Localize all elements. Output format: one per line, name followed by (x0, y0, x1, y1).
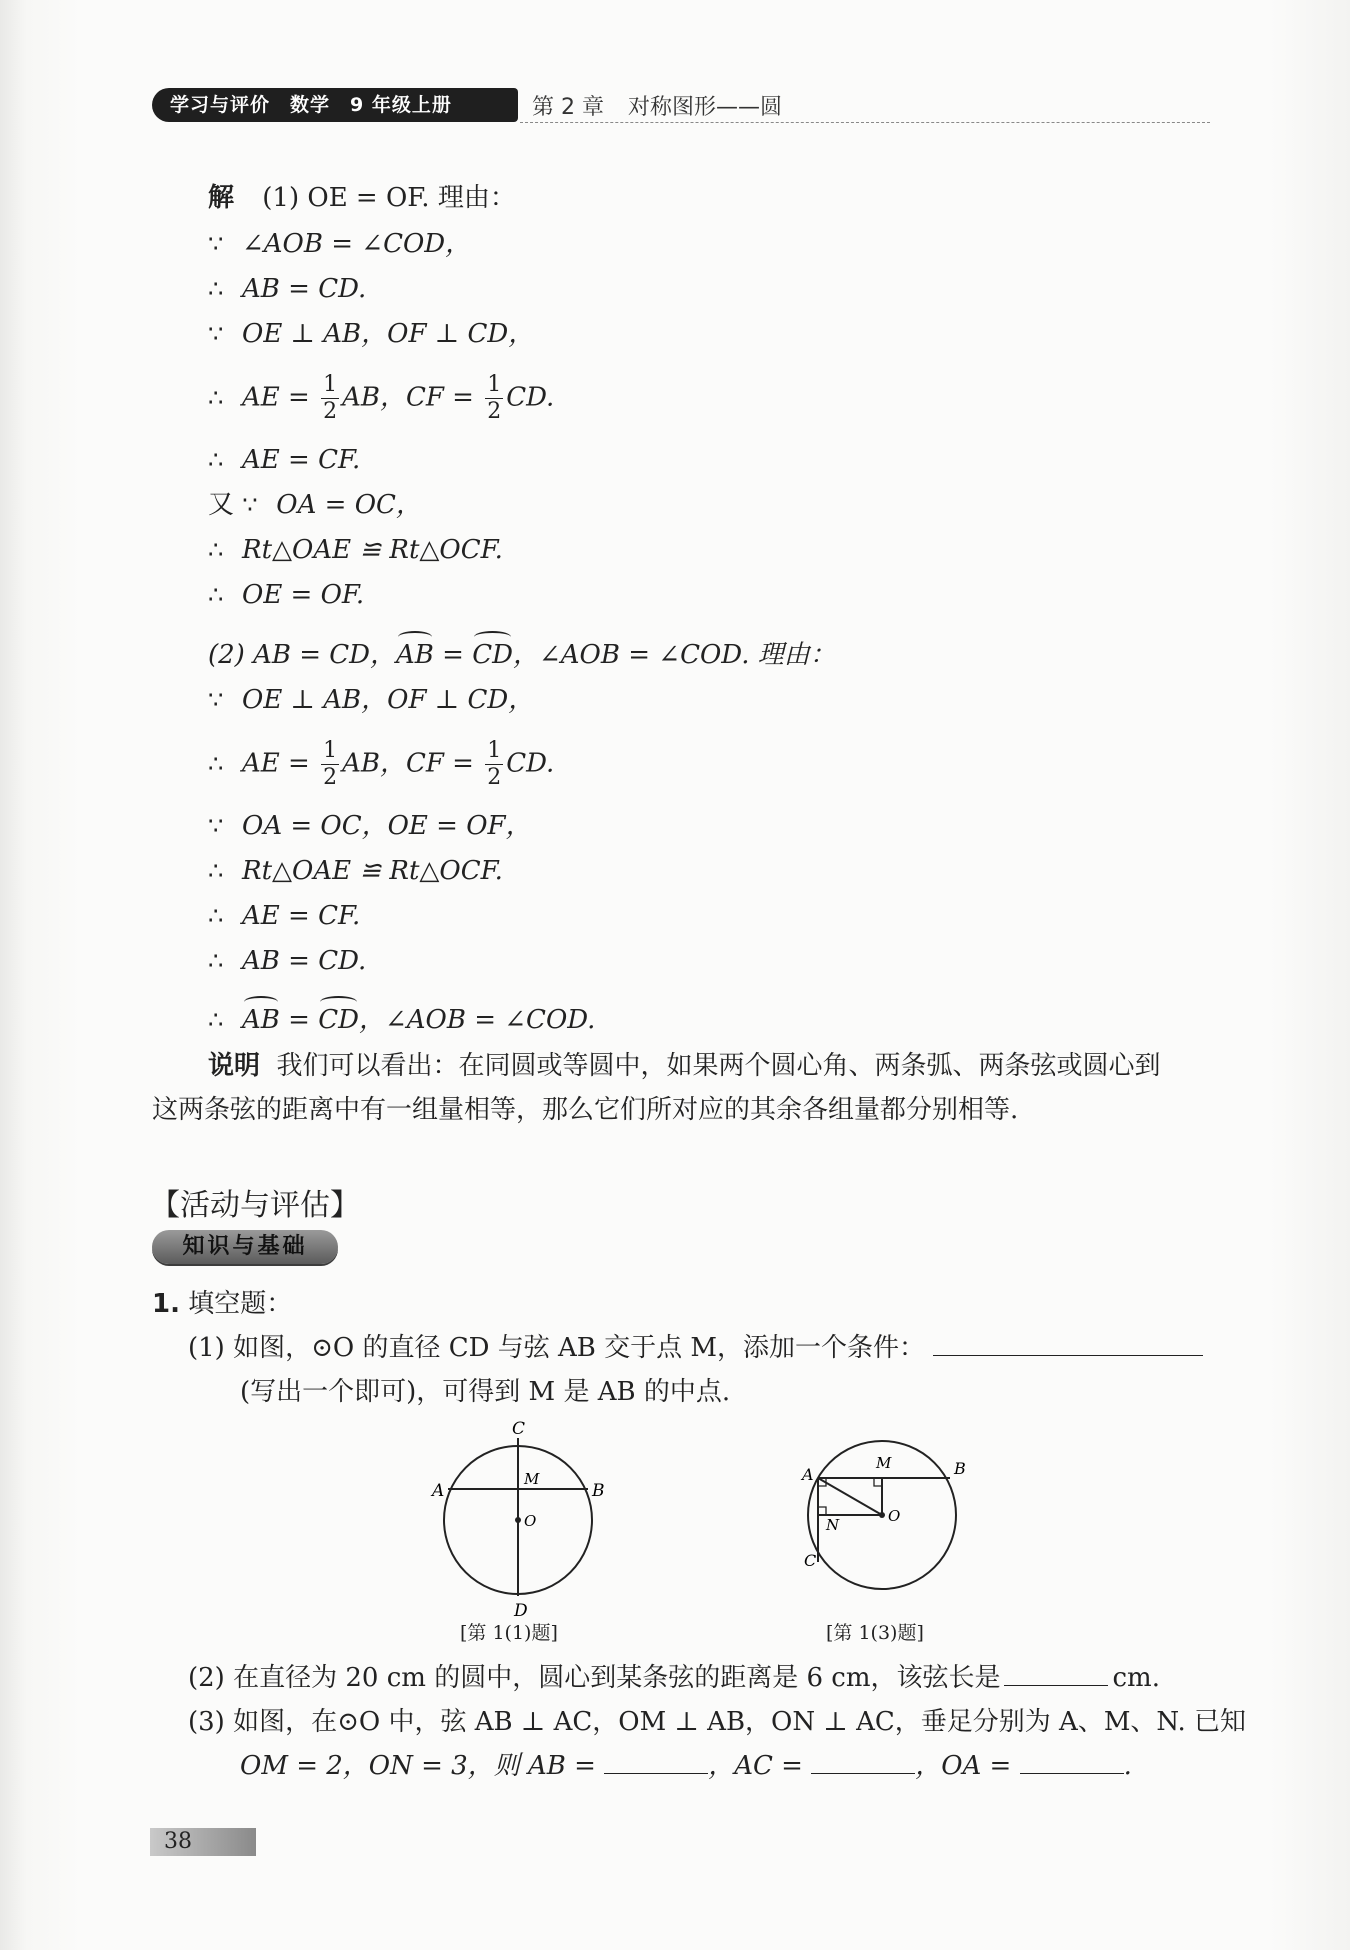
period: . (1123, 1751, 1132, 1781)
therefore-symbol: ∴ (208, 446, 224, 474)
step-text: OA = OC，OE = OF， (242, 811, 532, 841)
step-text: CD. (506, 748, 555, 779)
segment-oa (818, 1478, 882, 1515)
step-line-fraction (208, 374, 554, 423)
subquestion-1-line-1 (188, 1330, 1203, 1366)
step-text: OE ⊥ AB，OF ⊥ CD， (242, 685, 535, 715)
subquestion-1-text: (1) 如图，⊙O 的直径 CD 与弦 AB 交于点 M，添加一个条件： (188, 1333, 926, 1363)
also-word: 又 (208, 490, 235, 520)
figure-1-1-caption: [第 1(1)题] (460, 1622, 558, 1644)
step-line (208, 226, 471, 262)
therefore-symbol: ∴ (208, 1006, 224, 1034)
label-n: N (826, 1516, 840, 1534)
step-text: CD. (506, 382, 555, 413)
subquestion-3-line-2 (240, 1748, 1132, 1784)
step-line (208, 577, 364, 613)
fraction-half (321, 740, 339, 789)
label-c: C (512, 1420, 526, 1439)
step-line (208, 898, 360, 934)
page-number: 38 (164, 1829, 192, 1854)
activity-section-title: 【活动与评估】 (150, 1188, 360, 1223)
center-point (515, 1517, 521, 1523)
part2-intro (208, 637, 836, 673)
header-divider (520, 122, 1210, 123)
center-point (879, 1512, 885, 1518)
because-symbol: ∵ (208, 686, 224, 714)
step-text: ∠AOB = ∠COD， (242, 229, 472, 259)
answer-blank[interactable] (1004, 1685, 1108, 1686)
step-text: OE = OF. (242, 580, 365, 610)
fraction-half (321, 374, 339, 423)
chapter-number: 第 2 章 (532, 95, 604, 120)
therefore-symbol: ∴ (208, 536, 224, 564)
therefore-symbol: ∴ (208, 581, 224, 609)
label-d: D (514, 1601, 528, 1621)
part1-intro: (1) OE = OF. 理由： (262, 183, 516, 213)
text-part: OM = 2，ON = 3，则 AB = (240, 1751, 596, 1781)
answer-blank-ab[interactable] (604, 1773, 708, 1774)
because-symbol: ∵ (208, 230, 224, 258)
step-line (208, 1002, 595, 1038)
knowledge-basics-tag: 知识与基础 (152, 1230, 338, 1264)
step-line (208, 808, 532, 844)
answer-blank-ac[interactable] (811, 1773, 915, 1774)
therefore-symbol: ∴ (208, 947, 224, 975)
label-a: A (802, 1465, 814, 1484)
step-text: ，∠AOB = ∠COD. 理由： (513, 640, 836, 670)
therefore-symbol: ∴ (208, 902, 224, 930)
note-label: 说明 (208, 1051, 261, 1081)
denominator: 2 (323, 399, 338, 424)
step-line (208, 853, 503, 889)
equals: = (433, 640, 473, 670)
step-text: OA = OC， (276, 490, 422, 520)
step-text: AB = CD. (242, 946, 367, 976)
arc-ab: AB (396, 637, 434, 673)
figure-1-3 (790, 1430, 990, 1620)
step-text: (2) AB = CD， (208, 640, 397, 670)
figure-1-3-caption: [第 1(3)题] (826, 1622, 924, 1644)
right-angle-n (818, 1507, 826, 1515)
numerator: 1 (323, 738, 338, 763)
book-grade: 9 年级上册 (350, 94, 452, 116)
answer-blank[interactable] (933, 1355, 1203, 1356)
subquestion-2-text: (2) 在直径为 20 cm 的圆中，圆心到某条弦的距离是 6 cm，该弦长是 (188, 1663, 1001, 1693)
answer-blank-oa[interactable] (1020, 1773, 1124, 1774)
page-number-band (150, 1828, 256, 1856)
denominator: 2 (323, 765, 338, 790)
arc-ab: AB (242, 1002, 280, 1038)
question-1-heading (152, 1286, 292, 1322)
note-line-2: 这两条弦的距离中有一组量相等，那么它们所对应的其余各组量都分别相等. (152, 1095, 1019, 1125)
step-text: AB，CF = (342, 748, 474, 779)
step-line (208, 316, 534, 352)
subquestion-3-line-1: (3) 如图，在⊙O 中，弦 AB ⊥ AC，OM ⊥ AB，ON ⊥ AC，垂足分别为 A、M、N. 已知 (188, 1707, 1247, 1737)
question-heading: 填空题： (188, 1289, 293, 1319)
label-m: M (876, 1454, 892, 1472)
step-line (208, 487, 422, 523)
step-text: Rt△OAE ≌ Rt△OCF. (242, 535, 503, 565)
step-text: Rt△OAE ≌ Rt△OCF. (242, 856, 503, 886)
label-c: C (804, 1551, 817, 1570)
subquestion-2 (188, 1660, 1160, 1696)
step-text: AE = CF. (242, 445, 361, 475)
label-a: A (432, 1481, 445, 1501)
book-subject: 数学 (290, 94, 331, 116)
question-number: 1. (152, 1289, 180, 1319)
because-symbol: ∵ (208, 320, 224, 348)
therefore-symbol: ∴ (208, 275, 224, 303)
solution-intro (208, 180, 516, 216)
step-line (208, 442, 360, 478)
therefore-symbol: ∴ (208, 857, 224, 885)
fraction-half (485, 740, 503, 789)
note-line-1: 我们可以看出：在同圆或等圆中，如果两个圆心角、两条弧、两条弦或圆心到 (276, 1051, 1161, 1081)
denominator: 2 (487, 765, 502, 790)
label-m: M (524, 1470, 540, 1488)
right-angle-m (874, 1478, 882, 1486)
step-text: AE = (242, 382, 310, 413)
unit: cm. (1112, 1663, 1160, 1693)
step-line (208, 271, 366, 307)
equals: = (279, 1005, 319, 1035)
step-text: OE ⊥ AB，OF ⊥ CD， (242, 319, 535, 349)
text-part: ，OA = (915, 1751, 1012, 1781)
subquestion-1-line-2: (写出一个即可)，可得到 M 是 AB 的中点. (240, 1377, 731, 1407)
chapter-title: 对称图形——圆 (627, 95, 782, 120)
step-text: AE = (242, 748, 310, 779)
chapter-heading (532, 90, 806, 121)
therefore-symbol: ∴ (208, 383, 224, 412)
because-symbol: ∵ (208, 812, 224, 840)
book-title-pill (152, 88, 518, 122)
label-o: O (888, 1507, 901, 1525)
figure-1-1 (420, 1420, 620, 1640)
fraction-half (485, 374, 503, 423)
step-line-fraction (208, 740, 554, 789)
step-text: AB，CF = (342, 382, 474, 413)
solution-label: 解 (208, 183, 235, 213)
book-series: 学习与评价 (170, 94, 271, 116)
text-part: ，AC = (708, 1751, 803, 1781)
numerator: 1 (487, 738, 502, 763)
step-line (208, 532, 503, 568)
because-symbol: ∵ (242, 491, 258, 519)
denominator: 2 (487, 399, 502, 424)
numerator: 1 (323, 372, 338, 397)
step-text: ，∠AOB = ∠COD. (358, 1005, 596, 1035)
arc-cd: CD (472, 637, 513, 673)
step-line (208, 943, 366, 979)
numerator: 1 (487, 372, 502, 397)
step-text: AE = CF. (242, 901, 361, 931)
note-paragraph (152, 1044, 1212, 1132)
arc-cd: CD (318, 1002, 359, 1038)
label-b: B (592, 1481, 605, 1501)
step-text: AB = CD. (242, 274, 367, 304)
step-line (208, 682, 534, 718)
therefore-symbol: ∴ (208, 749, 224, 778)
label-o: O (524, 1512, 537, 1530)
label-b: B (954, 1459, 966, 1478)
